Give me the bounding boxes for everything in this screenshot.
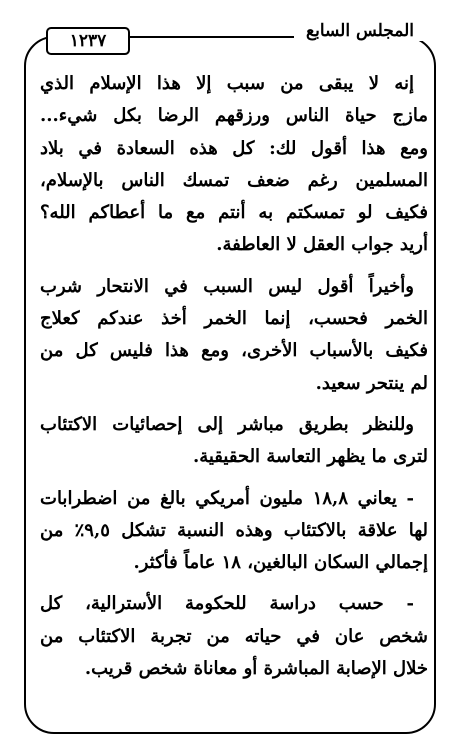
page-number-box xyxy=(46,27,130,55)
text-line: لترى ما يظهر التعاسة الحقيقية. xyxy=(192,446,428,468)
paragraph-5 xyxy=(40,588,428,685)
text-line: مازج حياة الناس ورزقهم الرضا بكل شيء... xyxy=(40,105,428,127)
text-line: شخص عان في حياته من تجربة الاكتئاب من xyxy=(40,625,428,647)
text-line: فكيف بالأسباب الأخرى، ومع هذا فليس كل من xyxy=(40,340,428,362)
text-line: - يعاني ١٨,٨ مليون أمريكي بالغ من اضطرابات xyxy=(40,487,414,509)
text-line: وللنظر بطريق مباشر إلى إحصائيات الاكتئاب xyxy=(40,413,414,435)
text-line: فكيف لو تمسكتم به أنتم مع ما أعطاكم الله؟ xyxy=(40,202,428,224)
paragraph-4 xyxy=(40,483,428,580)
paragraph-1 xyxy=(40,68,428,262)
text-line: - حسب دراسة للحكومة الأسترالية، كل xyxy=(40,593,414,615)
running-header xyxy=(0,10,468,50)
text-line: إجمالي السكان البالغين، ١٨ عاماً فأكثر. xyxy=(133,552,428,574)
text-line: لها علاقة بالاكتئاب وهذه النسبة تشكل ٩,٥٪ من xyxy=(40,519,428,541)
page-number: ١٢٣٧ xyxy=(69,31,107,51)
text-line: إنه لا يبقى من سبب إلا هذا الإسلام الذي xyxy=(40,73,414,94)
paragraph-2 xyxy=(40,271,428,400)
text-line: أريد جواب العقل لا العاطفة. xyxy=(216,234,428,256)
text-line: الخمر فحسب، إنما الخمر أخذ عندكم كعلاج xyxy=(40,308,428,330)
text-line: وأخيراً أقول ليس السبب في الانتحار شرب xyxy=(40,275,414,297)
chapter-title: المجلس السابع xyxy=(294,21,424,41)
paragraph-3 xyxy=(40,409,428,474)
text-line: خلال الإصابة المباشرة أو معاناة شخص قريب. xyxy=(84,658,428,680)
text-line: لم ينتحر سعيد. xyxy=(315,372,428,394)
text-line: ومع هذا أقول لك: كل هذه السعادة في بلاد xyxy=(40,137,428,159)
body-text xyxy=(40,68,428,694)
text-line: المسلمين رغم ضعف تمسك الناس بالإسلام، xyxy=(40,169,428,191)
